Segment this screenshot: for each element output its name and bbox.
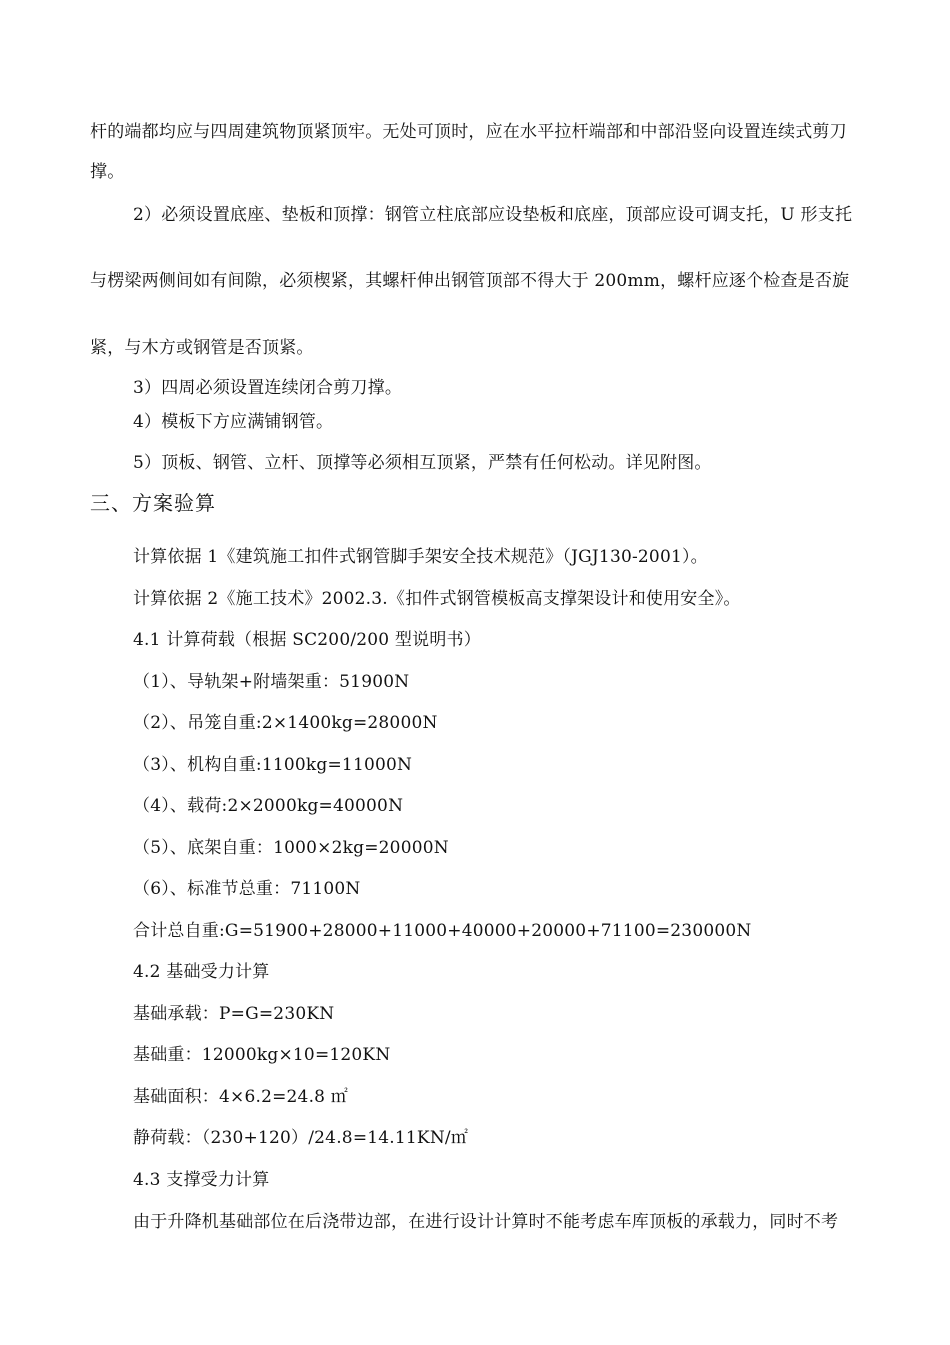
calc-basis-1: 计算依据 1《建筑施工扣件式钢管脚手架安全技术规范》（JGJ130-2001）。 <box>133 547 708 567</box>
subsection-4-2: 4.2 基础受力计算 <box>133 962 270 982</box>
support-calc-paragraph: 由于升降机基础部位在后浇带边部，在进行设计计算时不能考虑车库顶板的承载力，同时不考 <box>133 1212 839 1232</box>
load-item-2: （2）、吊笼自重:2×1400kg=28000N <box>133 713 438 733</box>
paragraph-scissor-brace: 杆的端都均应与四周建筑物顶紧顶牢。无处可顶时，应在水平拉杆端部和中部沿竖向设置连续式剪刀 <box>90 122 847 142</box>
load-item-1: （1）、导轨架+附墙架重：51900N <box>133 672 410 692</box>
list-item-5: 5）顶板、钢管、立杆、顶撑等必须相互顶紧，严禁有任何松动。详见附图。 <box>133 453 712 473</box>
total-self-weight: 合计总自重:G=51900+28000+11000+40000+20000+71100=230000N <box>133 921 752 941</box>
foundation-load: 基础承载：P=G=230KN <box>133 1004 335 1024</box>
paragraph-brace-end: 撑。 <box>90 162 125 182</box>
subsection-4-3: 4.3 支撑受力计算 <box>133 1170 270 1190</box>
list-item-4: 4）模板下方应满铺钢管。 <box>133 412 334 432</box>
load-item-4: （4）、载荷:2×2000kg=40000N <box>133 796 404 816</box>
foundation-area: 基础面积：4×6.2=24.8 ㎡ <box>133 1087 348 1107</box>
load-item-6: （6）、标准节总重：71100N <box>133 879 361 899</box>
load-item-3: （3）、机构自重:1100kg=11000N <box>133 755 413 775</box>
paragraph-gap-wedge: 与楞梁两侧间如有间隙，必须楔紧，其螺杆伸出钢管顶部不得大于 200mm，螺杆应逐个检查是否旋 <box>90 271 850 291</box>
subsection-4-1: 4.1 计算荷载（根据 SC200/200 型说明书） <box>133 630 481 650</box>
calc-basis-2: 计算依据 2《施工技术》2002.3.《扣件式钢管模板高支撑架设计和使用安全》。 <box>133 589 741 609</box>
section-heading: 三、方案验算 <box>90 491 216 515</box>
load-item-5: （5）、底架自重：1000×2kg=20000N <box>133 838 449 858</box>
paragraph-tighten: 紧，与木方或钢管是否顶紧。 <box>90 338 314 358</box>
list-item-3: 3）四周必须设置连续闭合剪刀撑。 <box>133 378 403 398</box>
foundation-weight: 基础重：12000kg×10=120KN <box>133 1045 391 1065</box>
list-item-2: 2）必须设置底座、垫板和顶撑：钢管立柱底部应设垫板和底座，顶部应设可调支托，U 形支托 <box>133 205 853 225</box>
static-load: 静荷载：（230+120）/24.8=14.11KN/㎡ <box>133 1128 469 1148</box>
